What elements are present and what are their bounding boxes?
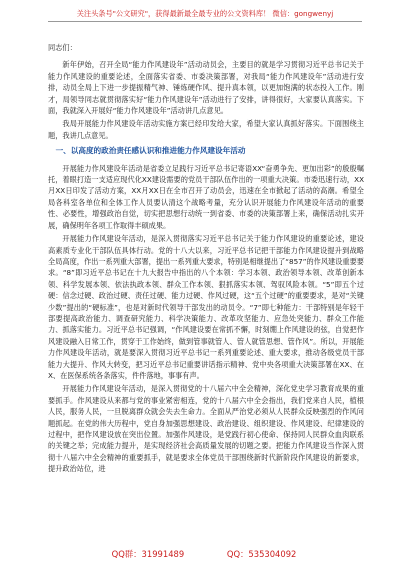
footer-qq-group: QQ群：31991489 bbox=[111, 549, 185, 559]
paragraph: 开展能力作风建设年活动是省委立足践行习近平总书记寄语XX“奋勇争先、更加出彩”的殷殷嘱托，着眼打造一支适应现代化XX建设需要的党员干部队伍作出的一项重大决策。市委迅速行动，XX月XX日印发了活动方案，XX月XX日在全市召开了动员会，迅速在全市掀起了活动的高潮。希望全局各科室各单位和全体工作人员要认清这个战略考量，充分认识开展能力作风建设年活动的重要性、必要性，增强政治自觉，切实把思想行动统一到省委、市委的决策部署上来，确保活动扎实开展，确保明年各项工作取得丰硕成果。 bbox=[48, 163, 364, 230]
paragraph: 我局开展能力作风建设年活动实施方案已经印发给大家，希望大家认真抓好落实。下面围绕主题，我讲几点意见。 bbox=[48, 119, 364, 140]
document-body bbox=[48, 34, 364, 477]
paragraph: 开展能力作风建设年活动，是深入贯彻落实习近平总书记关于能力作风建设的重要论述，建设高素质专业化干部队伍具体行动。党的十八大以来，习近平总书记把干部能力作风建设提升到战略全局高度，作出一系列重大部署，提出一系列重大要求，特别是相继提出了“857”的作风建设重要要求。“8”即习近平总书记在十九大报告中指出的八个本领：学习本领、政治领导本领、改革创新本领、科学发展本领、依法执政本领、群众工作本领、狠抓落实本领、驾驭风险本领。“5”即五个过硬：信念过硬、政治过硬、责任过硬、能力过硬、作风过硬，这“五个过硬”的重要要求，是对“关键少数”提出的“硬标准”，也是对新时代领导干部发出的动员令。“7”即七种能力：干部特别是年轻干部要提高政治能力、调查研究能力、科学决策能力、改革攻坚能力、应急处突能力、群众工作能力、抓落实能力。习近平总书记强调，“作风建设要在常抓不懈，时刻绷上作风建设的弦，自觉把作风建设融入日常工作，贯穿于工作始终，做到管事就管人、管人就管思想、管作风”。所以，开展能力作风建设年活动，就是要深入贯彻习近平总书记一系列重要论述、重大要求，推动各级党员干部能力大提升、作风大转变，把习近平总书记重要讲话指示精神、党中央各项重大决策部署在XX、在X、在医保系统各条落实，件件落地，事事有声。 bbox=[48, 234, 364, 380]
paragraph: 新年伊始，召开全局“能力作风建设年”活动动员会，主要目的就是学习贯彻习近平总书记关于能力作风建设的重要论述，全面落实省委、市委决策部署，对我局“能力作风建设年”活动进行安排，动员全局上下进一步提振精气神、锤炼硬作风、提升真本领，以更加饱满的状态投入工作。刚才，局领导同志就贯彻落实好“能力作风建设年”活动进行了安排，讲得很好，大家要认真落实。下面，我就深入开展好“能力作风建设年”活动讲几点意见。 bbox=[48, 60, 364, 116]
paragraph: 开展能力作风建设年活动，是深入贯彻党的十八届六中全会精神，深化党史学习教育成果的重要抓手。作风建设从来都与党的事业紧密相连，党的十八届六中全会指出，我们党来自人民，植根人民，服务人民，一旦脱离群众就会失去生命力。全面从严治党必须从人民群众反映强烈的作风问题抓起。在党的伟大历程中，党自身加强思想建设、政治建设、组织建设、作风建设、纪律建设的过程中，把作风建设放在突出位置。加强作风建设，是党践行初心使命、保持同人民群众血肉联系的关键之举；完成能力提升，是实现经济社会高质量发展的切题之要。把能力作风建设当作深入贯彻十八届六中全会精神的重要抓手，就是要求全体党员干部围绕新时代新阶段作风建设的新要求，提升政治站位，进 bbox=[48, 384, 364, 474]
greeting: 同志们： bbox=[48, 43, 77, 52]
footer-qq: QQ：535304092 bbox=[226, 549, 297, 559]
footer-contact bbox=[0, 548, 408, 560]
top-banner: 关注头条号"公文研究"，获得最新最全最专业的公文资料库！ 微信：gongwenyj bbox=[48, 8, 362, 22]
section-heading: 一、以高度的政治责任感认识和推进能力作风建设年活动 bbox=[55, 146, 246, 156]
